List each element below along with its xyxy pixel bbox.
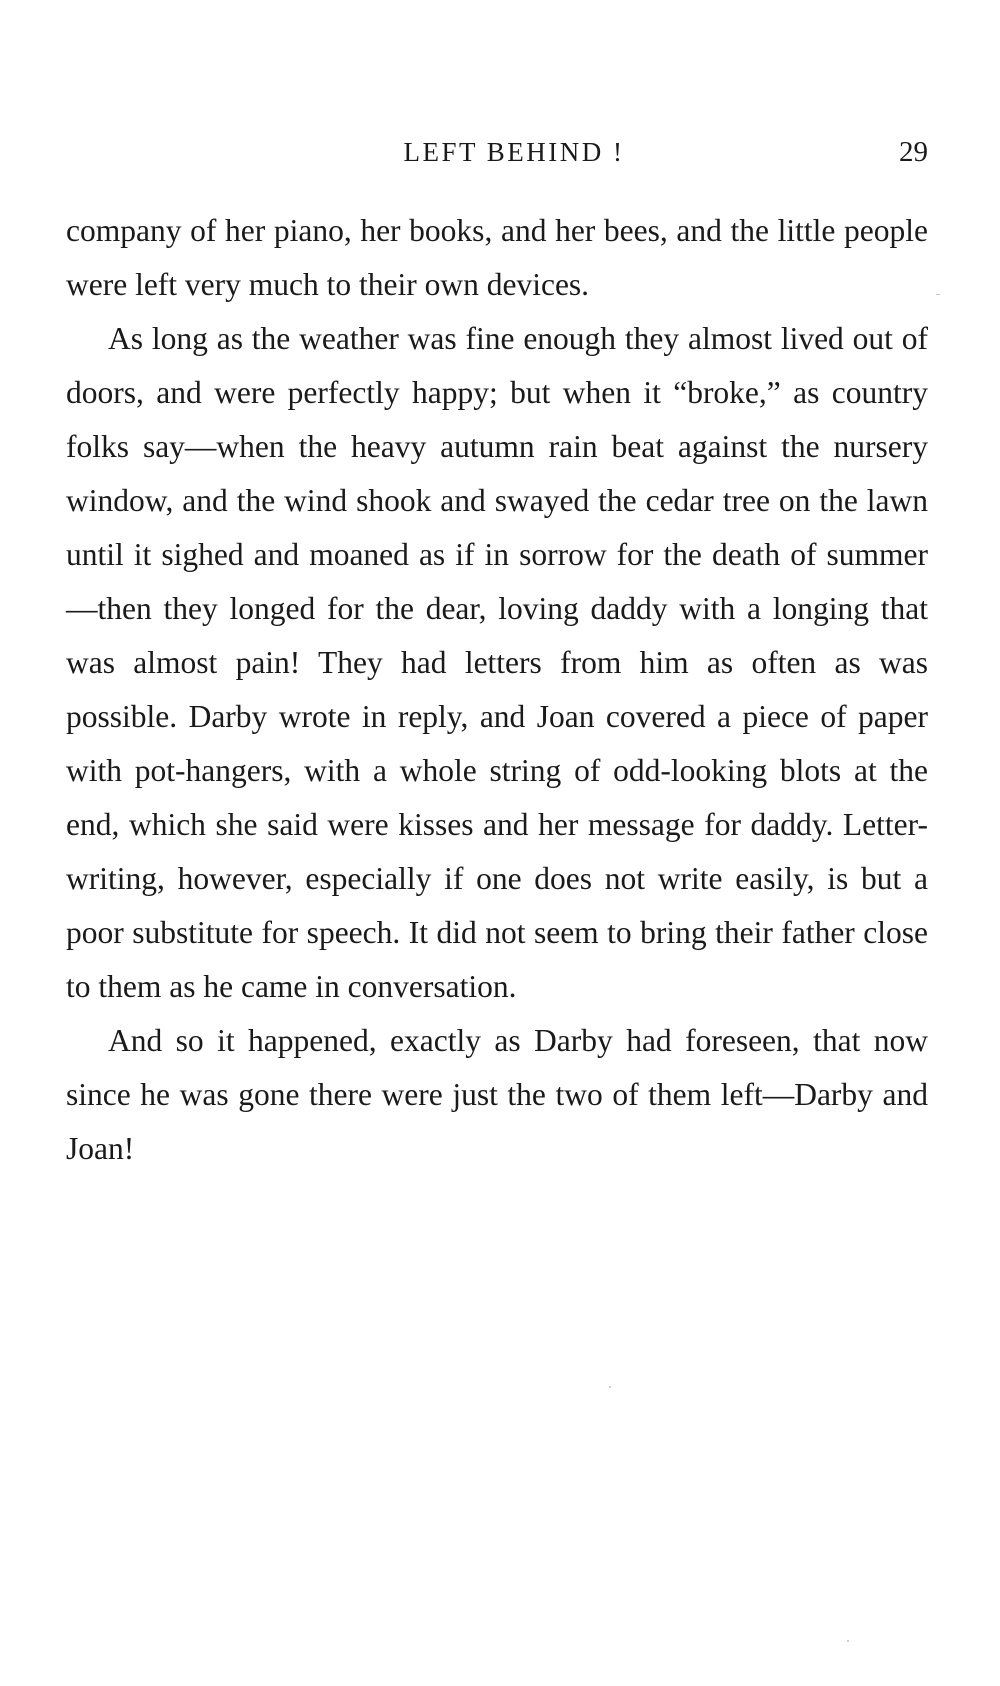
paper-speck xyxy=(609,1386,611,1388)
paragraph: And so it happened, exactly as Darby had foreseen, that now since he was gone there were just the two of them left—Darby and Joan! xyxy=(66,1023,928,1166)
body-text xyxy=(66,204,928,1176)
paper-speck xyxy=(847,1640,849,1642)
paper-speck xyxy=(936,294,940,295)
page-number: 29 xyxy=(899,136,928,168)
paragraph: As long as the weather was fine enough they almost lived out of doors, and were perfectly happy; but when it “broke,” as country folks say—when the heavy autumn rain beat against the nursery window, and the wind shook and swayed the cedar tree on the lawn until it sighed and moaned as if in sorrow for the death of summer—then they longed for the dear, loving daddy with a longing that was almost pain! They had letters from him as often as was possible. Darby wrote in reply, and Joan covered a piece of paper with pot-hangers, with a whole string of odd-looking blots at the end, which she said were kisses and her message for daddy. Letter-writing, however, especially if one does not write easily, is but a poor substitute for speech. It did not seem to bring their father close to them as he came in conversation. xyxy=(66,321,928,1004)
running-title: LEFT BEHIND ! xyxy=(403,137,625,167)
paragraph-continued: company of her piano, her books, and her bees, and the little people were left very much to their own devices. xyxy=(66,213,928,302)
running-head xyxy=(66,132,928,172)
